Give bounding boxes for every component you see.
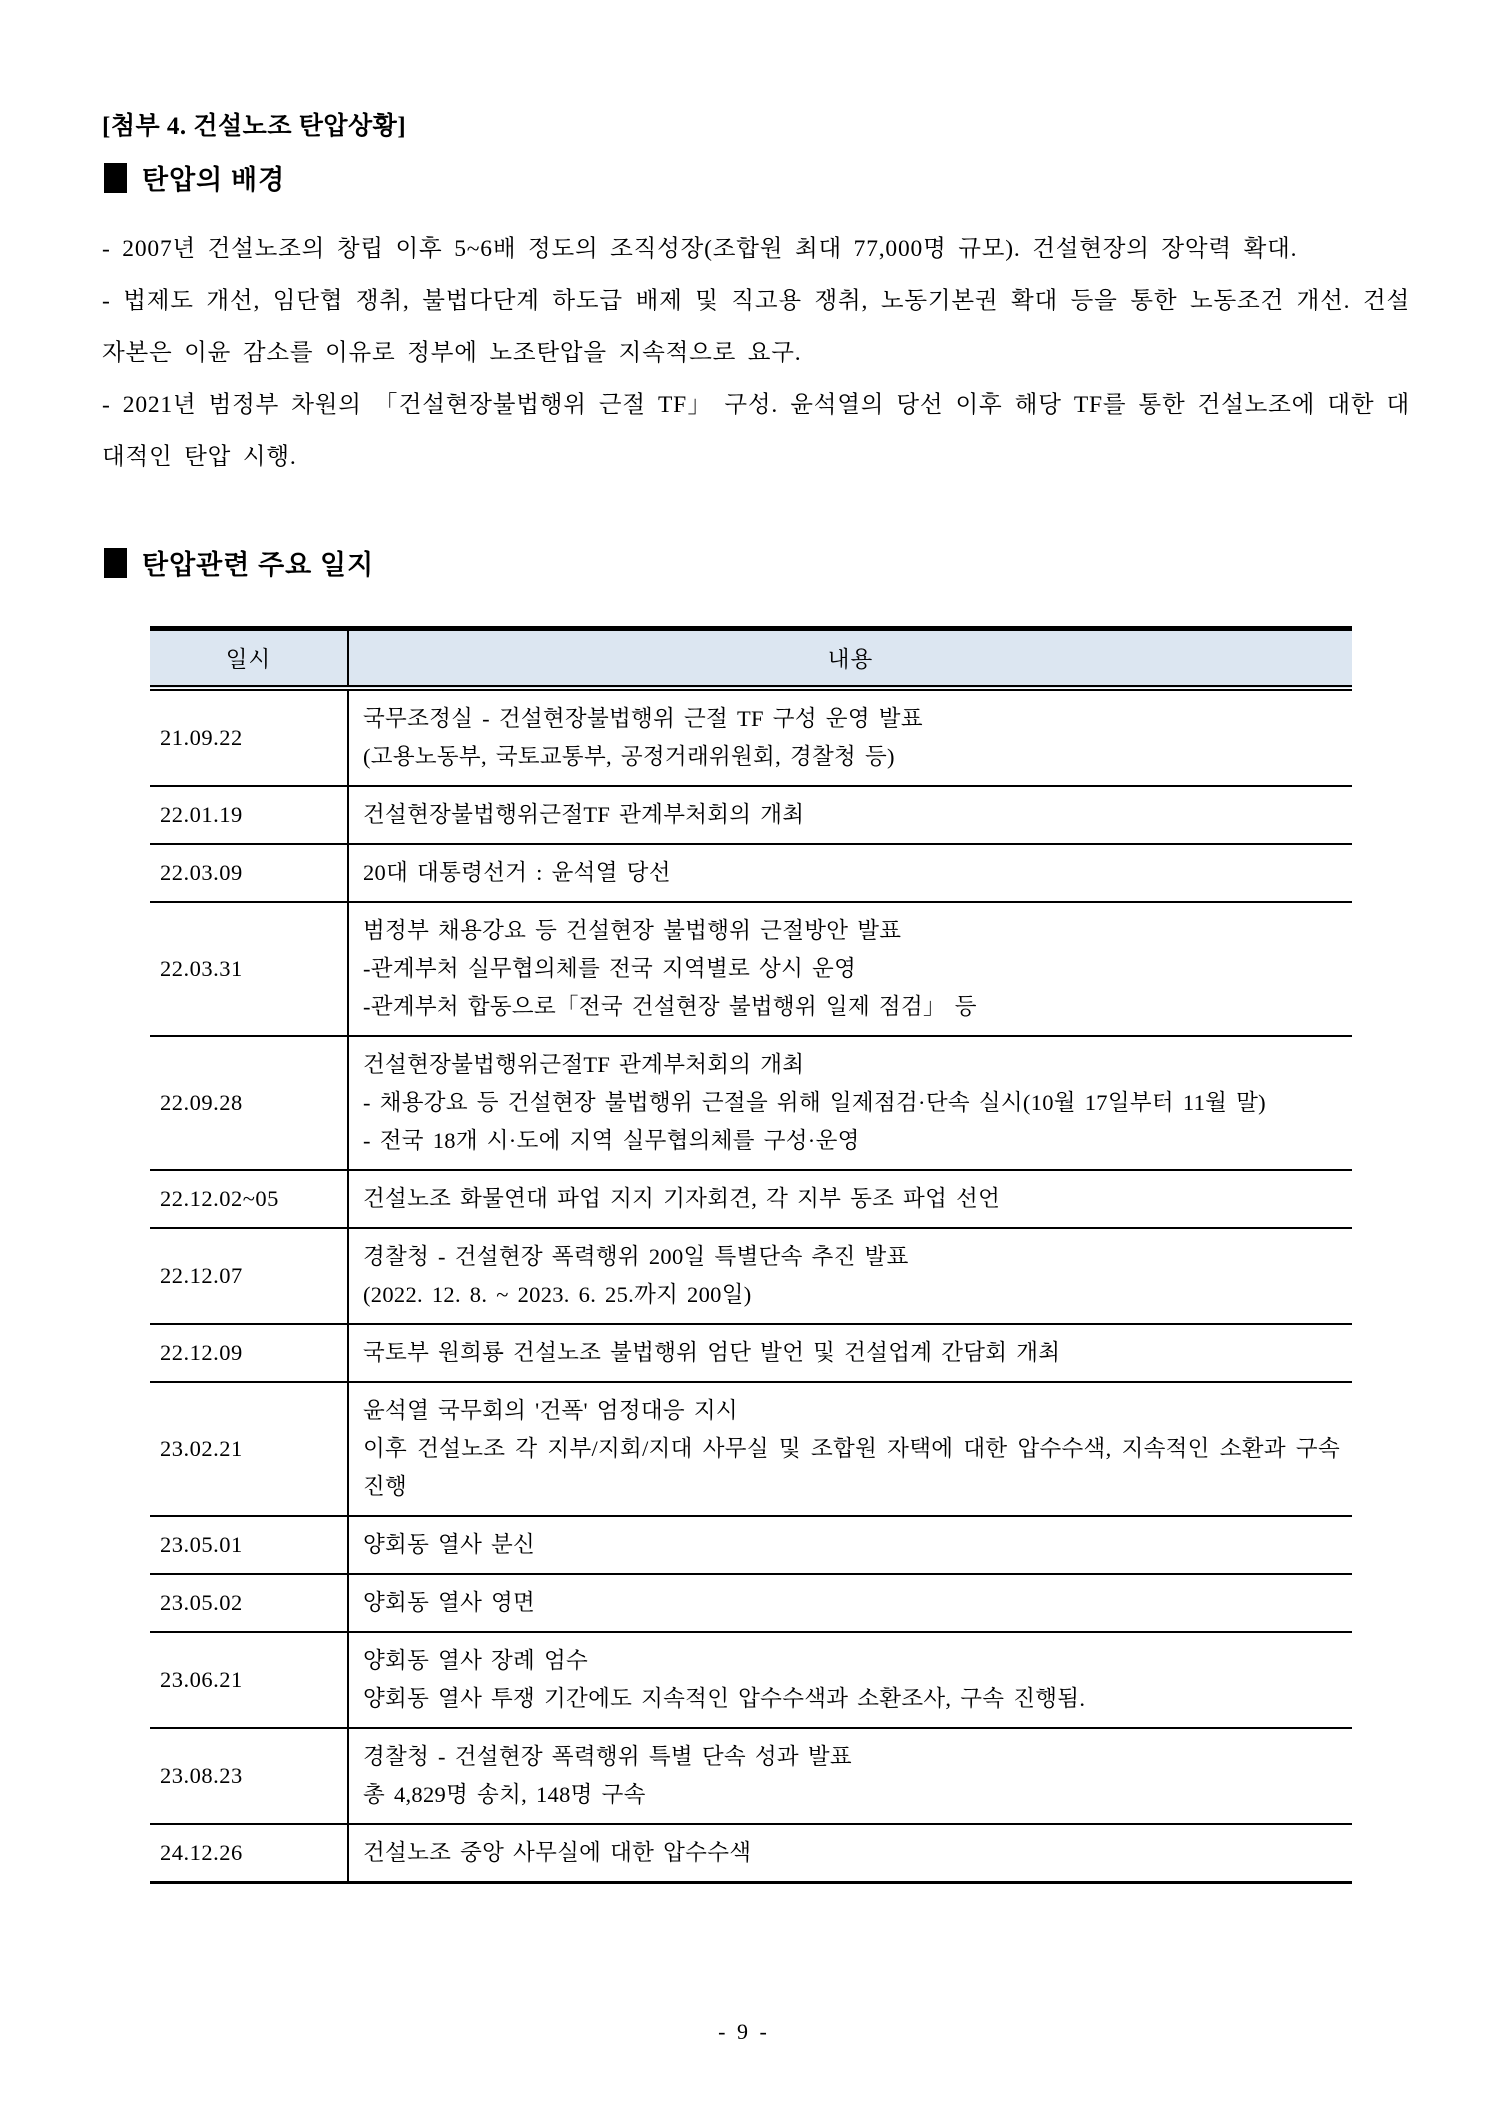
content-cell (348, 1228, 1352, 1324)
section-heading-label: 탄압의 배경 (142, 165, 286, 195)
section-heading-timeline (104, 543, 1410, 582)
date-cell: 22.12.07 (150, 1228, 348, 1324)
background-paragraph: - 법제도 개선, 임단협 쟁취, 불법다단계 하도급 배제 및 직고용 쟁취, 노동기본권 확대 등을 통한 노동조건 개선. 건설자본은 이윤 감소를 이유로 정부에 노조탄압을 지속적으로 요구. (102, 288, 1410, 366)
table-row (150, 844, 1352, 902)
table-row (150, 1324, 1352, 1382)
content-line: 건설노조 화물연대 파업 지지 기자회견, 각 지부 동조 파업 선언 (363, 1186, 1001, 1211)
content-line: 건설현장불법행위근절TF 관계부처회의 개최 (363, 802, 805, 827)
black-square-icon (104, 163, 127, 193)
date-cell: 23.05.02 (150, 1574, 348, 1632)
content-cell (348, 1516, 1352, 1574)
table-row (150, 1036, 1352, 1170)
content-line: 건설현장불법행위근절TF 관계부처회의 개최 (363, 1052, 805, 1077)
content-line: 양회동 열사 영면 (363, 1590, 536, 1615)
date-cell: 23.05.01 (150, 1516, 348, 1574)
date-cell: 21.09.22 (150, 688, 348, 786)
content-cell (348, 1632, 1352, 1728)
date-cell: 22.12.02~05 (150, 1170, 348, 1228)
content-line: 윤석열 국무회의 '건폭' 엄정대응 지시 (363, 1398, 738, 1423)
timeline-table-head (150, 629, 1352, 689)
content-line: 이후 건설노조 각 지부/지회/지대 사무실 및 조합원 자택에 대한 압수수색, 지속적인 소환과 구속 진행 (363, 1436, 1340, 1499)
content-line: - 채용강요 등 건설현장 불법행위 근절을 위해 일제점검·단속 실시(10월 17일부터 11월 말) (363, 1090, 1266, 1115)
date-cell: 22.03.09 (150, 844, 348, 902)
section-heading-label: 탄압관련 주요 일지 (142, 550, 375, 580)
table-row (150, 1382, 1352, 1516)
page-title: [첨부 4. 건설노조 탄압상황] (102, 113, 407, 140)
page-number: - 9 - (718, 2019, 770, 2044)
table-row (150, 1824, 1352, 1883)
date-cell: 23.02.21 (150, 1382, 348, 1516)
date-cell: 24.12.26 (150, 1824, 348, 1883)
content-line: 양회동 열사 투쟁 기간에도 지속적인 압수수색과 소환조사, 구속 진행됨. (363, 1686, 1086, 1711)
content-line: - 전국 18개 시·도에 지역 실무협의체를 구성·운영 (363, 1128, 860, 1153)
table-row (150, 1632, 1352, 1728)
content-line: 총 4,829명 송치, 148명 구속 (363, 1782, 646, 1807)
content-line: 경찰청 - 건설현장 폭력행위 특별 단속 성과 발표 (363, 1744, 852, 1769)
date-cell: 22.09.28 (150, 1036, 348, 1170)
column-header-date: 일시 (150, 629, 348, 689)
table-row (150, 1170, 1352, 1228)
content-cell (348, 844, 1352, 902)
content-line: 건설노조 중앙 사무실에 대한 압수수색 (363, 1840, 752, 1865)
content-line: 양회동 열사 분신 (363, 1532, 536, 1557)
content-line: -관계부처 실무협의체를 전국 지역별로 상시 운영 (363, 956, 857, 981)
timeline-table (150, 626, 1352, 1884)
content-cell (348, 1728, 1352, 1824)
content-cell (348, 1324, 1352, 1382)
column-header-content: 내용 (348, 629, 1352, 689)
background-paragraph: - 2021년 범정부 차원의 「건설현장불법행위 근절 TF」 구성. 윤석열의 당선 이후 해당 TF를 통한 건설노조에 대한 대대적인 탄압 시행. (102, 392, 1410, 470)
header-row (150, 629, 1352, 689)
table-row (150, 688, 1352, 786)
section-heading-background (104, 158, 1410, 197)
date-cell: 22.01.19 (150, 786, 348, 844)
content-cell (348, 1170, 1352, 1228)
content-line: 20대 대통령선거 : 윤석열 당선 (363, 860, 671, 885)
content-line: (고용노동부, 국토교통부, 공정거래위원회, 경찰청 등) (363, 744, 895, 769)
content-cell (348, 786, 1352, 844)
content-cell (348, 688, 1352, 786)
content-cell (348, 1824, 1352, 1883)
content-cell (348, 1382, 1352, 1516)
content-line: 국토부 원희룡 건설노조 불법행위 엄단 발언 및 건설업계 간담회 개최 (363, 1340, 1061, 1365)
black-square-icon (104, 548, 127, 578)
content-line: (2022. 12. 8. ~ 2023. 6. 25.까지 200일) (363, 1282, 752, 1307)
table-row (150, 786, 1352, 844)
content-cell (348, 1036, 1352, 1170)
date-cell: 23.06.21 (150, 1632, 348, 1728)
background-paragraph: - 2007년 건설노조의 창립 이후 5~6배 정도의 조직성장(조합원 최대 77,000명 규모). 건설현장의 장악력 확대. (102, 236, 1298, 262)
table-row (150, 902, 1352, 1036)
content-line: 경찰청 - 건설현장 폭력행위 200일 특별단속 추진 발표 (363, 1244, 909, 1269)
content-cell (348, 902, 1352, 1036)
date-cell: 22.12.09 (150, 1324, 348, 1382)
timeline-table-body (150, 688, 1352, 1883)
table-row (150, 1574, 1352, 1632)
content-line: 국무조정실 - 건설현장불법행위 근절 TF 구성 운영 발표 (363, 706, 923, 731)
content-line: -관계부처 합동으로「전국 건설현장 불법행위 일제 점검」 등 (363, 994, 977, 1019)
content-cell (348, 1574, 1352, 1632)
table-row (150, 1728, 1352, 1824)
date-cell: 23.08.23 (150, 1728, 348, 1824)
content-line: 양회동 열사 장례 엄수 (363, 1648, 589, 1673)
table-row (150, 1516, 1352, 1574)
date-cell: 22.03.31 (150, 902, 348, 1036)
content-line: 범정부 채용강요 등 건설현장 불법행위 근절방안 발표 (363, 918, 902, 943)
table-row (150, 1228, 1352, 1324)
